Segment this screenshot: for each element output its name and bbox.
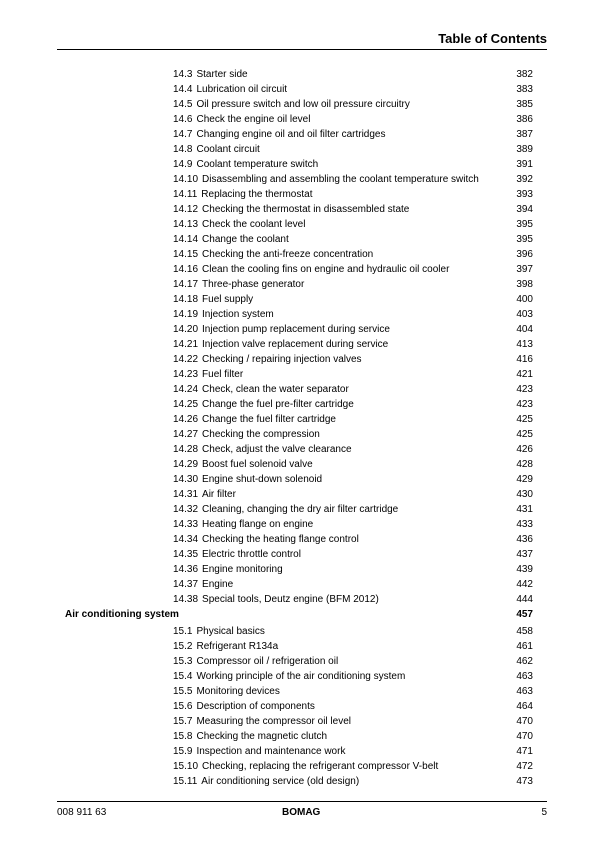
toc-entry-number: 14.32 (173, 504, 199, 515)
toc-entry-number: 15.1 (173, 626, 193, 637)
toc-entry-number: 14.38 (173, 594, 199, 605)
toc-entry-title: Engine (202, 579, 234, 590)
toc-entry-label (173, 113, 310, 126)
toc-entry-row[interactable] (0, 338, 594, 353)
toc-entry-label (173, 715, 351, 728)
toc-entry-title: Air conditioning service (old design) (201, 776, 360, 787)
toc-entry-title: Change the fuel pre-filter cartridge (202, 399, 354, 410)
toc-entry-number: 14.33 (173, 519, 199, 530)
toc-entry-number: 14.25 (173, 399, 199, 410)
toc-chapter-row[interactable] (0, 608, 594, 625)
toc-entry-number: 14.22 (173, 354, 199, 365)
toc-entry-number: 14.36 (173, 564, 199, 575)
toc-entry-number: 15.7 (173, 716, 193, 727)
toc-entry-label (173, 188, 312, 201)
toc-entry-title: Physical basics (196, 626, 265, 637)
toc-entry-page: 396 (516, 249, 533, 260)
toc-entry-page: 391 (516, 159, 533, 170)
toc-entry-title: Checking the heating flange control (202, 534, 359, 545)
toc-entry-number: 14.19 (173, 309, 199, 320)
toc-entry-row[interactable] (0, 398, 594, 413)
toc-entry-label (173, 203, 409, 216)
toc-entry-number: 14.10 (173, 174, 199, 185)
toc-entry-number: 14.12 (173, 204, 199, 215)
toc-entry-row[interactable] (0, 218, 594, 233)
toc-entry-title: Starter side (196, 69, 248, 80)
toc-entry-title: Injection valve replacement during service (202, 339, 389, 350)
toc-chapter-title: Air conditioning system (65, 609, 179, 620)
toc-entry-label (173, 263, 449, 276)
toc-entry-number: 14.34 (173, 534, 199, 545)
toc-entry-label (173, 428, 320, 441)
toc-entry-title: Replacing the thermostat (201, 189, 313, 200)
toc-entry-number: 14.20 (173, 324, 199, 335)
toc-entry-row[interactable] (0, 323, 594, 338)
toc-section-15 (0, 625, 594, 790)
toc-entry-page: 397 (516, 264, 533, 275)
toc-entry-number: 14.31 (173, 489, 199, 500)
toc-entry-row[interactable] (0, 248, 594, 263)
toc-entry-title: Measuring the compressor oil level (196, 716, 351, 727)
toc-entry-row[interactable] (0, 173, 594, 188)
toc-entry-page: 387 (516, 129, 533, 140)
toc-entry-title: Clean the cooling fins on engine and hydraulic oil cooler (202, 264, 450, 275)
toc-entry-label (173, 745, 345, 758)
toc-entry-row[interactable] (0, 760, 594, 775)
toc-entry-page: 429 (516, 474, 533, 485)
toc-entry-title: Compressor oil / refrigeration oil (196, 656, 339, 667)
toc-section-14 (0, 68, 594, 608)
toc-entry-title: Refrigerant R134a (196, 641, 279, 652)
toc-entry-page: 463 (516, 671, 533, 682)
toc-entry-page: 423 (516, 399, 533, 410)
toc-entry-number: 15.9 (173, 746, 193, 757)
toc-entry-title: Lubrication oil circuit (196, 84, 288, 95)
toc-entry-number: 15.8 (173, 731, 193, 742)
toc-entry-page: 442 (516, 579, 533, 590)
toc-entry-label (173, 655, 338, 668)
toc-entry-number: 14.7 (173, 129, 193, 140)
toc-entry-row[interactable] (0, 548, 594, 563)
toc-entry-row[interactable] (0, 98, 594, 113)
toc-entry-label (173, 593, 379, 606)
toc-entry-title: Injection system (202, 309, 274, 320)
toc-entry-number: 14.37 (173, 579, 199, 590)
toc-entry-page: 428 (516, 459, 533, 470)
toc-entry-title: Injection pump replacement during service (202, 324, 390, 335)
toc-entry-number: 14.11 (173, 189, 198, 200)
toc-entry-label (173, 398, 354, 411)
toc-entry-label (173, 548, 301, 561)
toc-entry-page: 430 (516, 489, 533, 500)
toc-entry-title: Check, clean the water separator (202, 384, 349, 395)
toc-entry-page: 404 (516, 324, 533, 335)
toc-entry-row[interactable] (0, 745, 594, 760)
toc-entry-label (173, 625, 265, 638)
toc-entry-page: 389 (516, 144, 533, 155)
toc-entry-label (173, 218, 305, 231)
toc-entry-number: 14.24 (173, 384, 199, 395)
toc-entry-page: 423 (516, 384, 533, 395)
toc-entry-number: 14.9 (173, 159, 193, 170)
toc-entry-page: 472 (516, 761, 533, 772)
toc-entry-label (173, 533, 359, 546)
toc-entry-page: 383 (516, 84, 533, 95)
toc-entry-row[interactable] (0, 443, 594, 458)
toc-entry-page: 464 (516, 701, 533, 712)
toc-entry-title: Oil pressure switch and low oil pressure circuitry (196, 99, 410, 110)
toc-entry-label (173, 700, 315, 713)
toc-entry-title: Checking / repairing injection valves (202, 354, 362, 365)
toc-entry-row[interactable] (0, 83, 594, 98)
toc-entry-number: 15.11 (173, 776, 198, 787)
toc-entry-row[interactable] (0, 503, 594, 518)
toc-entry-title: Coolant circuit (196, 144, 260, 155)
toc-entry-title: Checking the magnetic clutch (196, 731, 328, 742)
toc-entry-label (173, 775, 359, 788)
toc-entry-label (173, 730, 327, 743)
toc-entry-label (173, 488, 236, 501)
toc-entry-number: 14.17 (173, 279, 199, 290)
toc-entry-row[interactable] (0, 700, 594, 715)
toc-entry-title: Fuel filter (202, 369, 244, 380)
toc-entry-row[interactable] (0, 715, 594, 730)
toc-entry-title: Special tools, Deutz engine (BFM 2012) (202, 594, 379, 605)
toc-entry-label (173, 158, 318, 171)
footer-brand: BOMAG (282, 807, 321, 818)
toc-entry-page: 392 (516, 174, 533, 185)
toc-entry-page: 473 (516, 776, 533, 787)
toc-entry-number: 14.18 (173, 294, 199, 305)
toc-entry-title: Engine shut-down solenoid (202, 474, 323, 485)
toc-entry-page: 395 (516, 234, 533, 245)
footer-rule (57, 801, 547, 802)
toc-entry-label (173, 578, 233, 591)
toc-entry-label (173, 503, 398, 516)
toc-entry-label (173, 518, 313, 531)
toc-entry-page: 382 (516, 69, 533, 80)
toc-entry-row[interactable] (0, 473, 594, 488)
toc-entry-row[interactable] (0, 203, 594, 218)
toc-entry-number: 15.6 (173, 701, 193, 712)
toc-entry-row[interactable] (0, 68, 594, 83)
toc-entry-page: 439 (516, 564, 533, 575)
toc-entry-number: 14.28 (173, 444, 199, 455)
toc-entry-number: 14.5 (173, 99, 193, 110)
toc-entry-row[interactable] (0, 158, 594, 173)
toc-entry-number: 15.10 (173, 761, 199, 772)
toc-entry-row[interactable] (0, 685, 594, 700)
toc-entry-title: Working principle of the air conditioning system (196, 671, 406, 682)
toc-entry-label (173, 458, 313, 471)
toc-entry-page: 461 (516, 641, 533, 652)
toc-entry-title: Electric throttle control (202, 549, 301, 560)
toc-entry-page: 444 (516, 594, 533, 605)
toc-entry-page: 394 (516, 204, 533, 215)
toc-entry-page: 471 (516, 746, 533, 757)
toc-entry-title: Changing engine oil and oil filter cartridges (196, 129, 386, 140)
toc-entry-label (173, 473, 322, 486)
toc-entry-number: 14.6 (173, 114, 193, 125)
toc-entry-title: Inspection and maintenance work (196, 746, 346, 757)
toc-entry-row[interactable] (0, 518, 594, 533)
toc-entry-title: Check, adjust the valve clearance (202, 444, 352, 455)
toc-entry-page: 436 (516, 534, 533, 545)
toc-entry-number: 15.5 (173, 686, 193, 697)
toc-entry-label (173, 563, 283, 576)
toc-entry-row[interactable] (0, 308, 594, 323)
toc-entry-page: 425 (516, 414, 533, 425)
toc-entry-number: 14.27 (173, 429, 199, 440)
toc-entry-row[interactable] (0, 278, 594, 293)
toc-entry-title: Description of components (196, 701, 315, 712)
toc-entry-page: 385 (516, 99, 533, 110)
toc-entry-page: 463 (516, 686, 533, 697)
toc-entry-title: Checking the thermostat in disassembled state (202, 204, 410, 215)
toc-list (0, 68, 594, 790)
toc-entry-title: Coolant temperature switch (196, 159, 319, 170)
toc-entry-label (173, 128, 385, 141)
toc-entry-number: 14.14 (173, 234, 199, 245)
toc-entry-page: 421 (516, 369, 533, 380)
toc-entry-number: 15.3 (173, 656, 193, 667)
toc-entry-label (173, 308, 274, 321)
toc-entry-page: 431 (516, 504, 533, 515)
toc-entry-row[interactable] (0, 488, 594, 503)
toc-entry-row[interactable] (0, 143, 594, 158)
toc-entry-page: 400 (516, 294, 533, 305)
toc-entry-page: 413 (516, 339, 533, 350)
toc-entry-title: Checking the anti-freeze concentration (202, 249, 374, 260)
header-rule (57, 49, 547, 50)
toc-entry-page: 470 (516, 716, 533, 727)
toc-entry-number: 15.2 (173, 641, 193, 652)
toc-entry-number: 14.35 (173, 549, 199, 560)
toc-entry-title: Three-phase generator (202, 279, 305, 290)
toc-entry-number: 14.3 (173, 69, 193, 80)
toc-entry-number: 14.21 (173, 339, 199, 350)
toc-entry-row[interactable] (0, 368, 594, 383)
toc-entry-title: Cleaning, changing the dry air filter cartridge (202, 504, 399, 515)
toc-entry-title: Checking the compression (202, 429, 320, 440)
toc-entry-label (173, 143, 260, 156)
toc-entry-label (173, 760, 438, 773)
toc-entry-page: 395 (516, 219, 533, 230)
toc-entry-number: 15.4 (173, 671, 193, 682)
toc-entry-row[interactable] (0, 563, 594, 578)
toc-entry-row[interactable] (0, 670, 594, 685)
toc-entry-label (173, 443, 352, 456)
toc-entry-row[interactable] (0, 533, 594, 548)
page-header-title: Table of Contents (438, 31, 547, 46)
toc-entry-row[interactable] (0, 383, 594, 398)
toc-entry-label (173, 68, 248, 81)
toc-entry-title: Change the fuel filter cartridge (202, 414, 336, 425)
toc-entry-row[interactable] (0, 428, 594, 443)
toc-entry-page: 462 (516, 656, 533, 667)
toc-entry-title: Disassembling and assembling the coolant temperature switch (202, 174, 479, 185)
toc-entry-row[interactable] (0, 293, 594, 308)
toc-entry-row[interactable] (0, 263, 594, 278)
toc-entry-number: 14.26 (173, 414, 199, 425)
toc-entry-label (173, 233, 289, 246)
toc-entry-row[interactable] (0, 413, 594, 428)
toc-entry-page: 426 (516, 444, 533, 455)
toc-entry-label (173, 685, 280, 698)
toc-entry-number: 14.16 (173, 264, 199, 275)
toc-entry-label (173, 173, 479, 186)
toc-entry-page: 416 (516, 354, 533, 365)
toc-entry-page: 403 (516, 309, 533, 320)
toc-entry-number: 14.29 (173, 459, 199, 470)
toc-entry-row[interactable] (0, 188, 594, 203)
toc-entry-title: Change the coolant (202, 234, 289, 245)
toc-entry-row[interactable] (0, 578, 594, 593)
toc-entry-label (173, 338, 388, 351)
toc-entry-label (173, 293, 253, 306)
toc-chapter-page: 457 (516, 609, 533, 620)
toc-entry-page: 470 (516, 731, 533, 742)
toc-entry-title: Check the engine oil level (196, 114, 311, 125)
toc-entry-label (173, 83, 287, 96)
toc-entry-title: Boost fuel solenoid valve (202, 459, 313, 470)
toc-entry-label (173, 413, 336, 426)
toc-entry-row[interactable] (0, 640, 594, 655)
toc-entry-number: 14.30 (173, 474, 199, 485)
toc-entry-row[interactable] (0, 775, 594, 790)
footer-doc-number: 008 911 63 (57, 807, 107, 818)
toc-entry-row[interactable] (0, 128, 594, 143)
toc-entry-number: 14.13 (173, 219, 199, 230)
toc-entry-title: Check the coolant level (202, 219, 306, 230)
toc-entry-row[interactable] (0, 730, 594, 745)
toc-entry-label (173, 670, 405, 683)
toc-entry-label (173, 353, 362, 366)
toc-entry-page: 386 (516, 114, 533, 125)
toc-entry-title: Air filter (202, 489, 236, 500)
toc-entry-label (173, 323, 390, 336)
toc-entry-page: 433 (516, 519, 533, 530)
toc-entry-number: 14.8 (173, 144, 193, 155)
toc-entry-page: 425 (516, 429, 533, 440)
toc-entry-number: 14.15 (173, 249, 199, 260)
toc-entry-page: 398 (516, 279, 533, 290)
toc-entry-row[interactable] (0, 233, 594, 248)
toc-entry-title: Monitoring devices (196, 686, 280, 697)
toc-entry-row[interactable] (0, 458, 594, 473)
toc-entry-label (173, 640, 278, 653)
toc-entry-row[interactable] (0, 655, 594, 670)
toc-entry-title: Heating flange on engine (202, 519, 314, 530)
toc-entry-label (173, 368, 243, 381)
footer-page-number: 5 (541, 807, 547, 818)
toc-entry-row[interactable] (0, 113, 594, 128)
toc-entry-title: Checking, replacing the refrigerant compressor V-belt (202, 761, 439, 772)
toc-entry-page: 458 (516, 626, 533, 637)
toc-entry-title: Engine monitoring (202, 564, 283, 575)
toc-entry-number: 14.4 (173, 84, 193, 95)
toc-entry-label (173, 278, 304, 291)
toc-entry-number: 14.23 (173, 369, 199, 380)
toc-entry-row[interactable] (0, 593, 594, 608)
toc-entry-page: 393 (516, 189, 533, 200)
toc-entry-page: 437 (516, 549, 533, 560)
toc-entry-title: Fuel supply (202, 294, 254, 305)
toc-entry-label (173, 248, 373, 261)
toc-entry-row[interactable] (0, 625, 594, 640)
toc-entry-row[interactable] (0, 353, 594, 368)
toc-entry-label (173, 383, 349, 396)
toc-entry-label (173, 98, 410, 111)
